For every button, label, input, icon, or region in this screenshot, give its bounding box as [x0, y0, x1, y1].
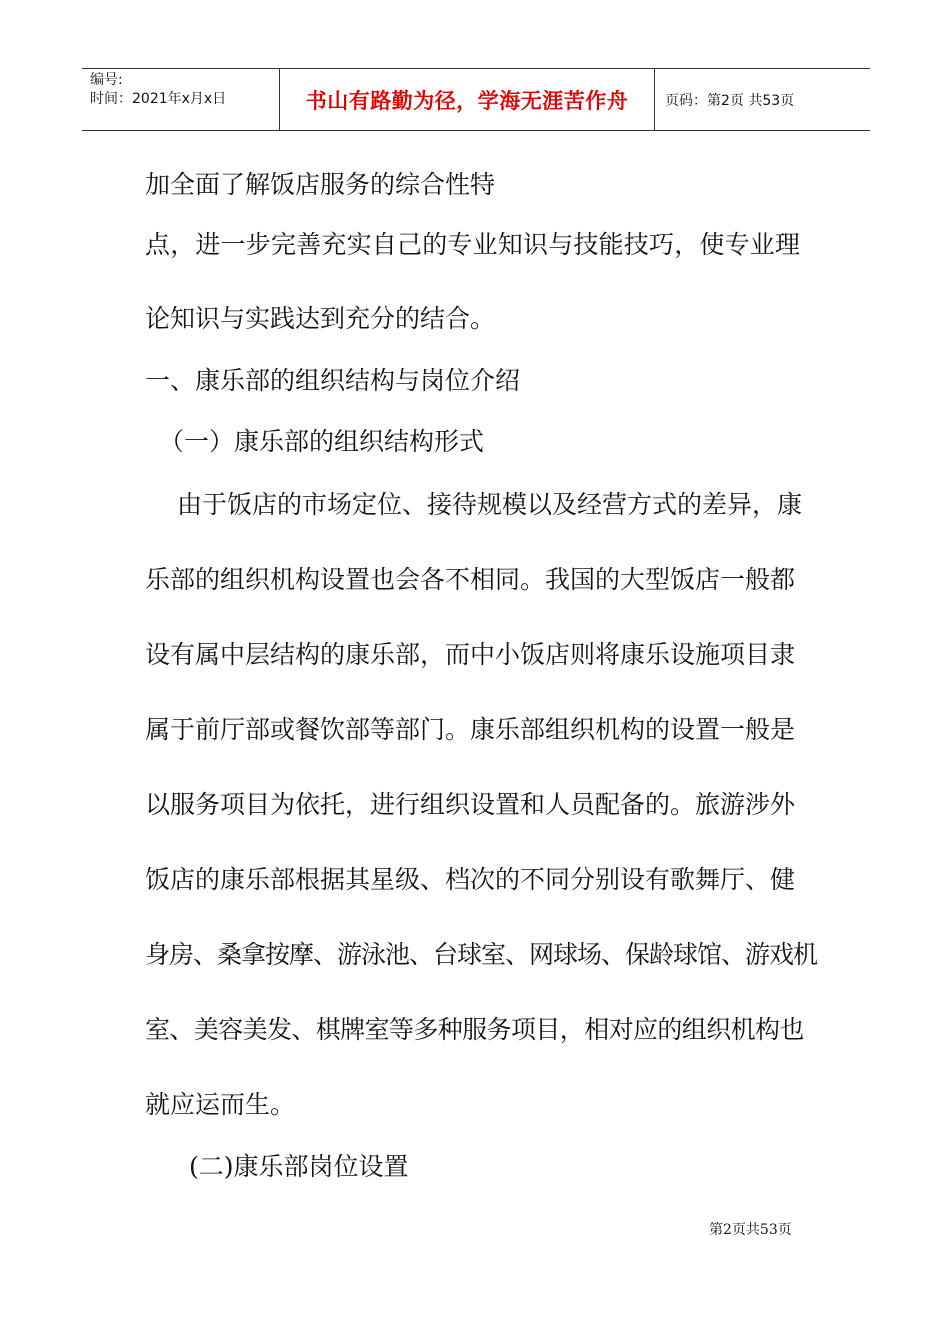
body-line: 由于饭店的市场定位、接待规模以及经营方式的差异，康: [177, 490, 803, 519]
body-line: 身房、桑拿按摩、游泳池、台球室、网球场、保龄球馆、游戏机: [145, 940, 818, 969]
header-motto: 书山有路勤为径，学海无涯苦作舟: [280, 69, 655, 130]
subsection-heading: (二)康乐部岗位设置: [189, 1152, 409, 1181]
body-line: 论知识与实践达到充分的结合。: [145, 304, 496, 333]
document-time: 时间：2021年x月x日: [90, 91, 227, 107]
header-meta: [82, 69, 280, 130]
page-footer: 第2页共53页: [709, 1222, 792, 1238]
header-page-info: 页码：第2页 共53页: [665, 92, 795, 109]
body-line: 点，进一步完善充实自己的专业知识与技能技巧，使专业理: [145, 230, 801, 259]
body-line: 设有属中层结构的康乐部，而中小饭店则将康乐设施项目隶: [145, 640, 796, 669]
body-line: 加全面了解饭店服务的综合性特: [145, 170, 496, 199]
body-line: 饭店的康乐部根据其星级、档次的不同分别设有歌舞厅、健: [145, 865, 796, 894]
body-line: 室、美容美发、棋牌室等多种服务项目，相对应的组织机构也: [145, 1015, 804, 1044]
document-number-label: 编号:: [90, 72, 123, 88]
body-line: 属于前厅部或餐饮部等部门。康乐部组织机构的设置一般是: [145, 715, 796, 744]
subsection-heading: （一）康乐部的组织结构形式: [159, 427, 485, 456]
body-line: 以服务项目为依托，进行组织设置和人员配备的。旅游涉外: [145, 790, 796, 819]
section-heading: 一、康乐部的组织结构与岗位介绍: [145, 366, 521, 395]
body-line: 乐部的组织机构设置也会各不相同。我国的大型饭店一般都: [145, 565, 796, 594]
page-header: [82, 68, 870, 131]
body-line: 就应运而生。: [145, 1090, 296, 1119]
